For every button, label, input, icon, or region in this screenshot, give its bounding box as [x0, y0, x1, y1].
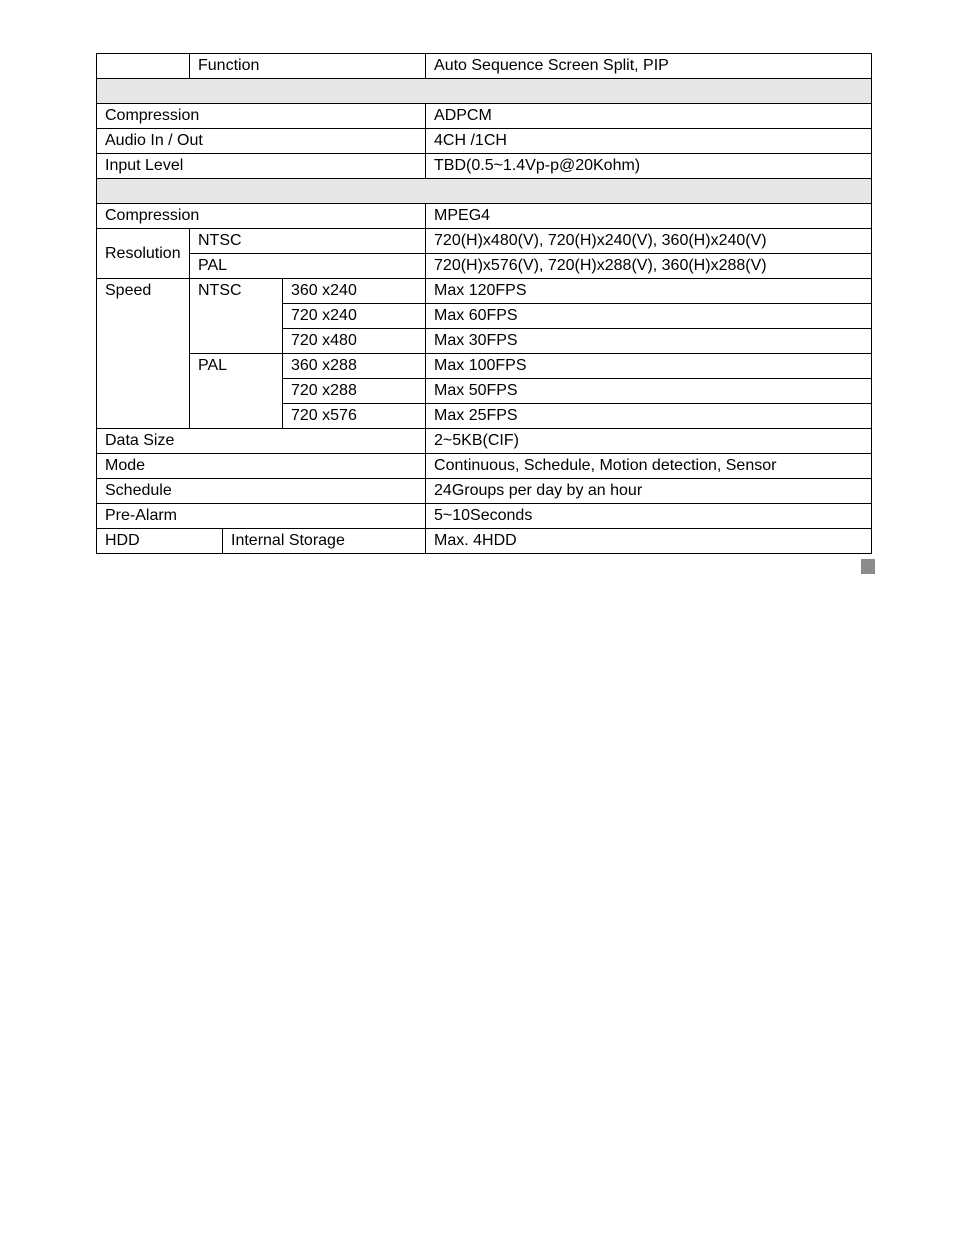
table-row — [97, 104, 872, 129]
speed-size: 360 x288 — [283, 354, 426, 379]
empty-cell — [97, 54, 190, 79]
resolution-ntsc-value: 720(H)x480(V), 720(H)x240(V), 360(H)x240(V) — [426, 229, 872, 254]
section-divider-cell — [97, 179, 872, 204]
function-label: Function — [190, 54, 426, 79]
table-row — [97, 129, 872, 154]
audio-io-label: Audio In / Out — [97, 129, 426, 154]
video-compression-value: MPEG4 — [426, 204, 872, 229]
speed-size: 360 x240 — [283, 279, 426, 304]
table-row — [97, 479, 872, 504]
speed-size: 720 x288 — [283, 379, 426, 404]
data-size-value: 2~5KB(CIF) — [426, 429, 872, 454]
speed-fps: Max 120FPS — [426, 279, 872, 304]
speed-fps: Max 60FPS — [426, 304, 872, 329]
speed-size: 720 x576 — [283, 404, 426, 429]
input-level-label: Input Level — [97, 154, 426, 179]
table-row — [97, 204, 872, 229]
audio-compression-value: ADPCM — [426, 104, 872, 129]
speed-label: Speed — [97, 279, 190, 429]
pre-alarm-value: 5~10Seconds — [426, 504, 872, 529]
speed-size: 720 x240 — [283, 304, 426, 329]
page-marker-icon — [861, 559, 875, 574]
table-row — [97, 429, 872, 454]
section-divider-video — [97, 179, 872, 204]
table-row — [97, 529, 872, 554]
data-size-label: Data Size — [97, 429, 426, 454]
pre-alarm-label: Pre-Alarm — [97, 504, 426, 529]
mode-value: Continuous, Schedule, Motion detection, Sensor — [426, 454, 872, 479]
function-value: Auto Sequence Screen Split, PIP — [426, 54, 872, 79]
schedule-label: Schedule — [97, 479, 426, 504]
speed-size: 720 x480 — [283, 329, 426, 354]
resolution-ntsc-label: NTSC — [190, 229, 426, 254]
speed-fps: Max 100FPS — [426, 354, 872, 379]
resolution-label: Resolution — [97, 229, 190, 279]
table-row — [97, 154, 872, 179]
schedule-value: 24Groups per day by an hour — [426, 479, 872, 504]
hdd-storage-label: Internal Storage — [223, 529, 426, 554]
section-divider-audio — [97, 79, 872, 104]
resolution-pal-label: PAL — [190, 254, 426, 279]
table-row — [97, 54, 872, 79]
audio-io-value: 4CH /1CH — [426, 129, 872, 154]
table-row — [97, 354, 872, 379]
table-row — [97, 504, 872, 529]
table-row — [97, 229, 872, 254]
speed-fps: Max 30FPS — [426, 329, 872, 354]
table-row — [97, 279, 872, 304]
speed-ntsc-label: NTSC — [190, 279, 283, 354]
speed-fps: Max 50FPS — [426, 379, 872, 404]
hdd-value: Max. 4HDD — [426, 529, 872, 554]
speed-fps: Max 25FPS — [426, 404, 872, 429]
hdd-label: HDD — [97, 529, 223, 554]
table-row — [97, 254, 872, 279]
section-divider-cell — [97, 79, 872, 104]
spec-table — [96, 53, 872, 554]
table-row — [97, 454, 872, 479]
speed-pal-label: PAL — [190, 354, 283, 429]
input-level-value: TBD(0.5~1.4Vp-p@20Kohm) — [426, 154, 872, 179]
video-compression-label: Compression — [97, 204, 426, 229]
resolution-pal-value: 720(H)x576(V), 720(H)x288(V), 360(H)x288(V) — [426, 254, 872, 279]
mode-label: Mode — [97, 454, 426, 479]
audio-compression-label: Compression — [97, 104, 426, 129]
